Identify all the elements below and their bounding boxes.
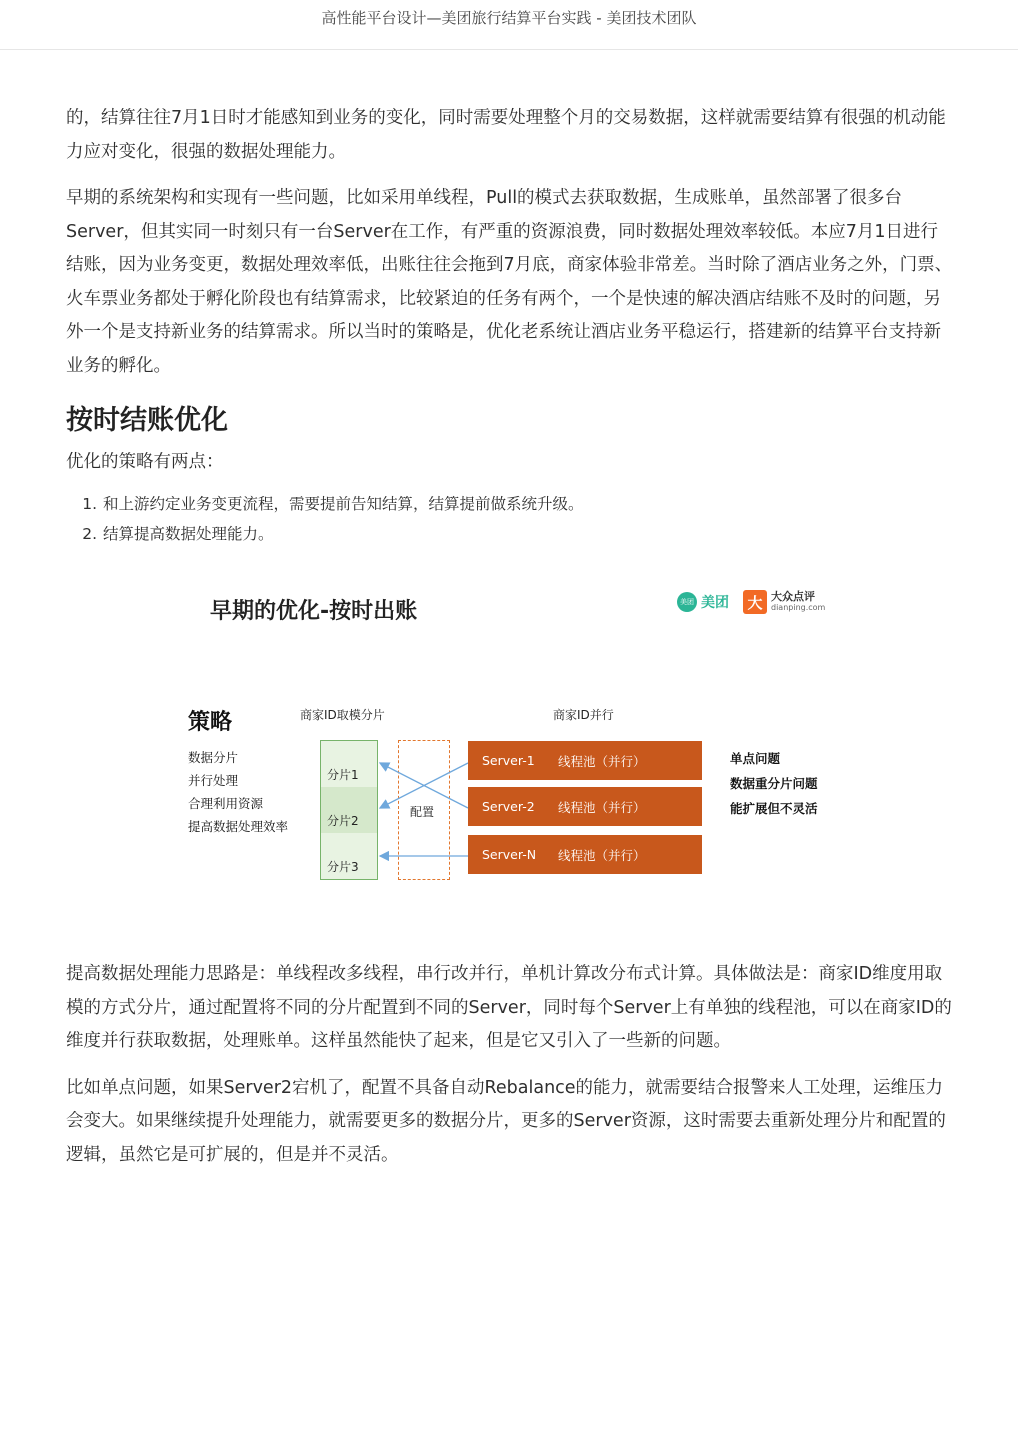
server-box [468,787,702,826]
server-box [468,835,702,874]
paragraph: 的，结算往往7月1日时才能感知到业务的变化，同时需要处理整个月的交易数据，这样就需要结算有很强的机动能力应对变化，很强的数据处理能力。 [66,108,946,162]
issue-item: 数据重分片问题 [730,776,818,791]
meituan-logo-mark: 美团 [677,592,697,612]
list-item [66,489,954,519]
list-item [66,519,954,549]
list-number: 2. [82,525,97,543]
section-heading: 按时结账优化 [66,405,228,436]
figure-title: 早期的优化-按时出账 [210,599,418,624]
strategy-item: 数据分片 [188,750,239,765]
strategy-item: 并行处理 [188,773,239,788]
server-name: Server-N [482,847,537,862]
paragraph: 提高数据处理能力思路是：单线程改多线程，串行改并行，单机计算改分布式计算。具体做法是：商家ID维度用取模的方式分片，通过配置将不同的分片配置到不同的Server，同时每个Server上有单独的线程池，可以在商家ID的维度并行获取数据，处理账单。这样虽然能快了起来，但是它又引入了一些新的问题。 [66,964,952,1051]
strategy-item: 提高数据处理效率 [188,819,289,834]
list-text: 和上游约定业务变更流程，需要提前告知结算，结算提前做系统升级。 [103,495,584,513]
page-header-title: 高性能平台设计—美团旅行结算平台实践 - 美团技术团队 [321,9,697,27]
list-number: 1. [82,495,97,513]
strategy-item: 合理利用资源 [188,796,264,811]
shard-label: 分片2 [327,814,359,828]
issue-item: 单点问题 [730,751,781,766]
dianping-logo-mark: 大 [743,590,767,614]
article-body-top [66,102,954,549]
issue-item: 能扩展但不灵活 [730,801,818,816]
shard-label: 分片3 [327,860,359,874]
strategy-ordered-list [66,489,954,549]
shard-column-label: 商家ID取模分片 [300,708,385,722]
section-intro: 优化的策略有两点： [66,452,224,472]
paragraph: 早期的系统架构和实现有一些问题，比如采用单线程，Pull的模式去获取数据，生成账单，虽然部署了很多台Server，但其实同一时刻只有一台Server在工作，有严重的资源浪费，同时数据处理效率较低。本应7月1日进行结账，因为业务变更，数据处理效率低，出账往往会拖到7月底，商家体验非常差。当时除了酒店业务之外，门票、火车票业务都处于孵化阶段也有结算需求，比较紧迫的任务有两个，一个是快速的解决酒店结账不及时的问题，另外一个是支持新业务的结算需求。所以当时的策略是，优化老系统让酒店业务平稳运行，搭建新的结算平台支持新业务的孵化。 [66,188,953,376]
server-name: Server-2 [482,799,535,814]
issues-list [730,746,818,821]
architecture-figure [170,580,850,890]
article-body-bottom [66,958,954,1185]
list-text: 结算提高数据处理能力。 [103,525,274,543]
server-thread-pool: 线程池（并行） [558,848,646,863]
page-header [0,0,1018,50]
config-label: 配置 [410,805,435,819]
paragraph: 比如单点问题，如果Server2宕机了，配置不具备自动Rebalance的能力，就需要结合报警来人工处理，运维压力会变大。如果继续提升处理能力，就需要更多的数据分片，更多的Server资源，这时需要去重新处理分片和配置的逻辑，虽然它是可扩展的，但是并不灵活。 [66,1077,946,1165]
strategy-heading: 策略 [188,710,233,735]
dianping-logo-domain: dianping.com [771,603,826,612]
dianping-logo-name: 大众点评 [771,590,815,603]
meituan-logo-text: 美团 [701,595,729,611]
server-thread-pool: 线程池（并行） [558,754,646,769]
shard-label: 分片1 [327,768,359,782]
parallel-column-label: 商家ID并行 [553,708,614,722]
server-thread-pool: 线程池（并行） [558,800,646,815]
server-name: Server-1 [482,753,535,768]
server-box [468,741,702,780]
